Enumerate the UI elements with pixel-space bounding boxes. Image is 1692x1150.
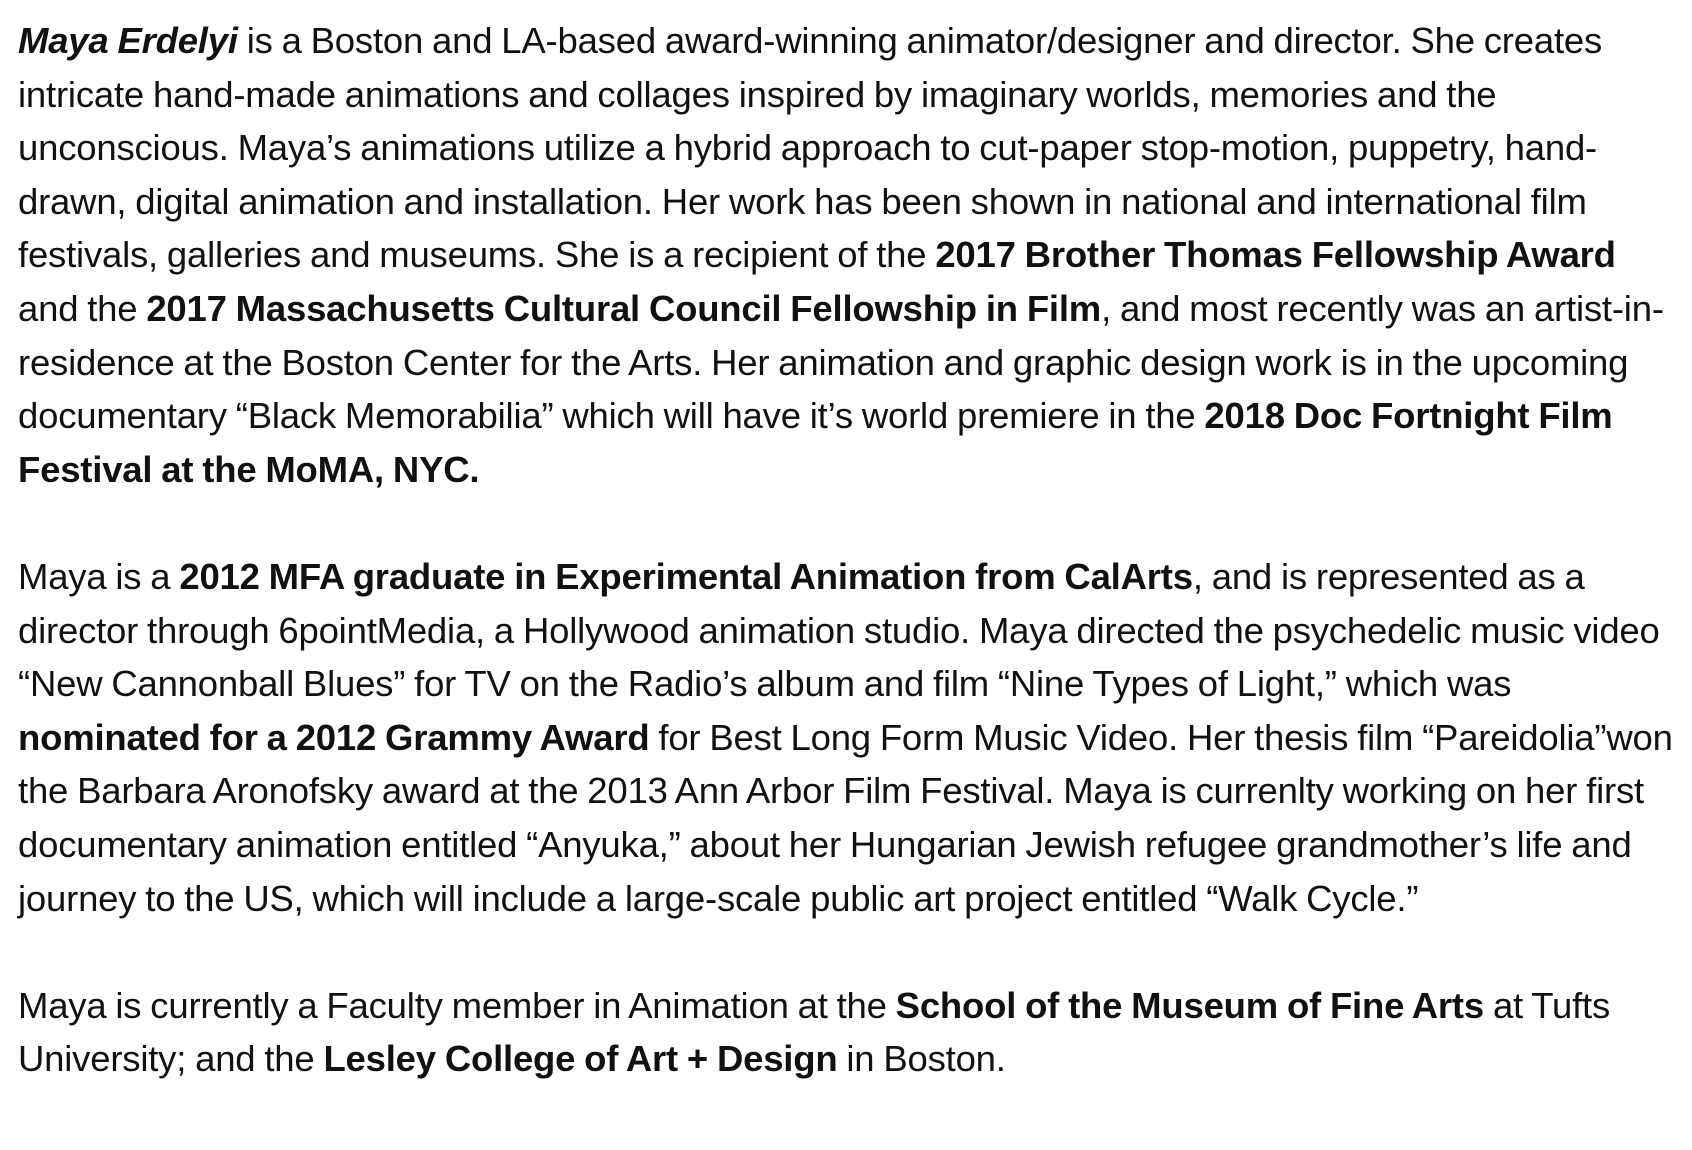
- grammy-nomination: nominated for a 2012 Grammy Award: [18, 716, 650, 758]
- bio-text: Maya is a: [18, 555, 180, 597]
- bio-text: in Boston.: [837, 1038, 1006, 1080]
- bio-paragraph-faculty: [18, 979, 1678, 1086]
- award-mcc-fellowship: 2017 Massachusetts Cultural Council Fellowship in Film: [146, 287, 1102, 329]
- bio-paragraph-intro: [18, 14, 1678, 496]
- moma-premiere: 2018 Doc Fortnight Film Festival at the MoMA, NYC.: [18, 395, 1613, 490]
- artist-name: Maya Erdelyi: [18, 20, 238, 61]
- smfa-school: School of the Museum of Fine Arts: [895, 984, 1484, 1026]
- bio-text: Maya is currently a Faculty member in Animation at the: [18, 984, 896, 1026]
- bio-paragraph-career: [18, 550, 1678, 925]
- calarts-mfa: 2012 MFA graduate in Experimental Animation from CalArts: [179, 555, 1193, 597]
- artist-bio: [18, 14, 1678, 1086]
- bio-text: is a Boston and LA-based award-winning animator/designer and director. She creates intricate hand-made animations and collages inspired by imaginary worlds, memories and the unconscious. Maya’s animations utilize a hybrid approach to cut-paper stop-motion, puppetry, hand-drawn, digital animation and installation. Her work has been shown in national and international film festivals, galleries and museums. She is a recipient of the: [18, 20, 1603, 276]
- bio-text: and the: [18, 287, 147, 329]
- bio-text: at Tufts University; and the: [18, 984, 1611, 1080]
- bio-text: , and is represented as a director through 6pointMedia, a Hollywood animation studio. Maya directed the psychedelic music video “New Cannonball Blues” for TV on the Radio’s album and film “Nine Types of Light,” which was: [18, 555, 1660, 705]
- bio-text: for Best Long Form Music Video. Her thesis film “Pareidolia”won the Barbara Aronofsky award at the 2013 Ann Arbor Film Festival. Maya is currenlty working on her first documentary animation entitled “Anyuka,” about her Hungarian Jewish refugee grandmother’s life and journey to the US, which will include a large-scale public art project entitled “Walk Cycle.”: [18, 716, 1673, 919]
- lesley-college: Lesley College of Art + Design: [323, 1038, 838, 1080]
- bio-text: , and most recently was an artist-in-residence at the Boston Center for the Arts. Her animation and graphic design work is in the upcoming documentary “Black Memorabilia” which will have it’s world premiere in the: [18, 287, 1664, 437]
- award-brother-thomas: 2017 Brother Thomas Fellowship Award: [935, 234, 1616, 276]
